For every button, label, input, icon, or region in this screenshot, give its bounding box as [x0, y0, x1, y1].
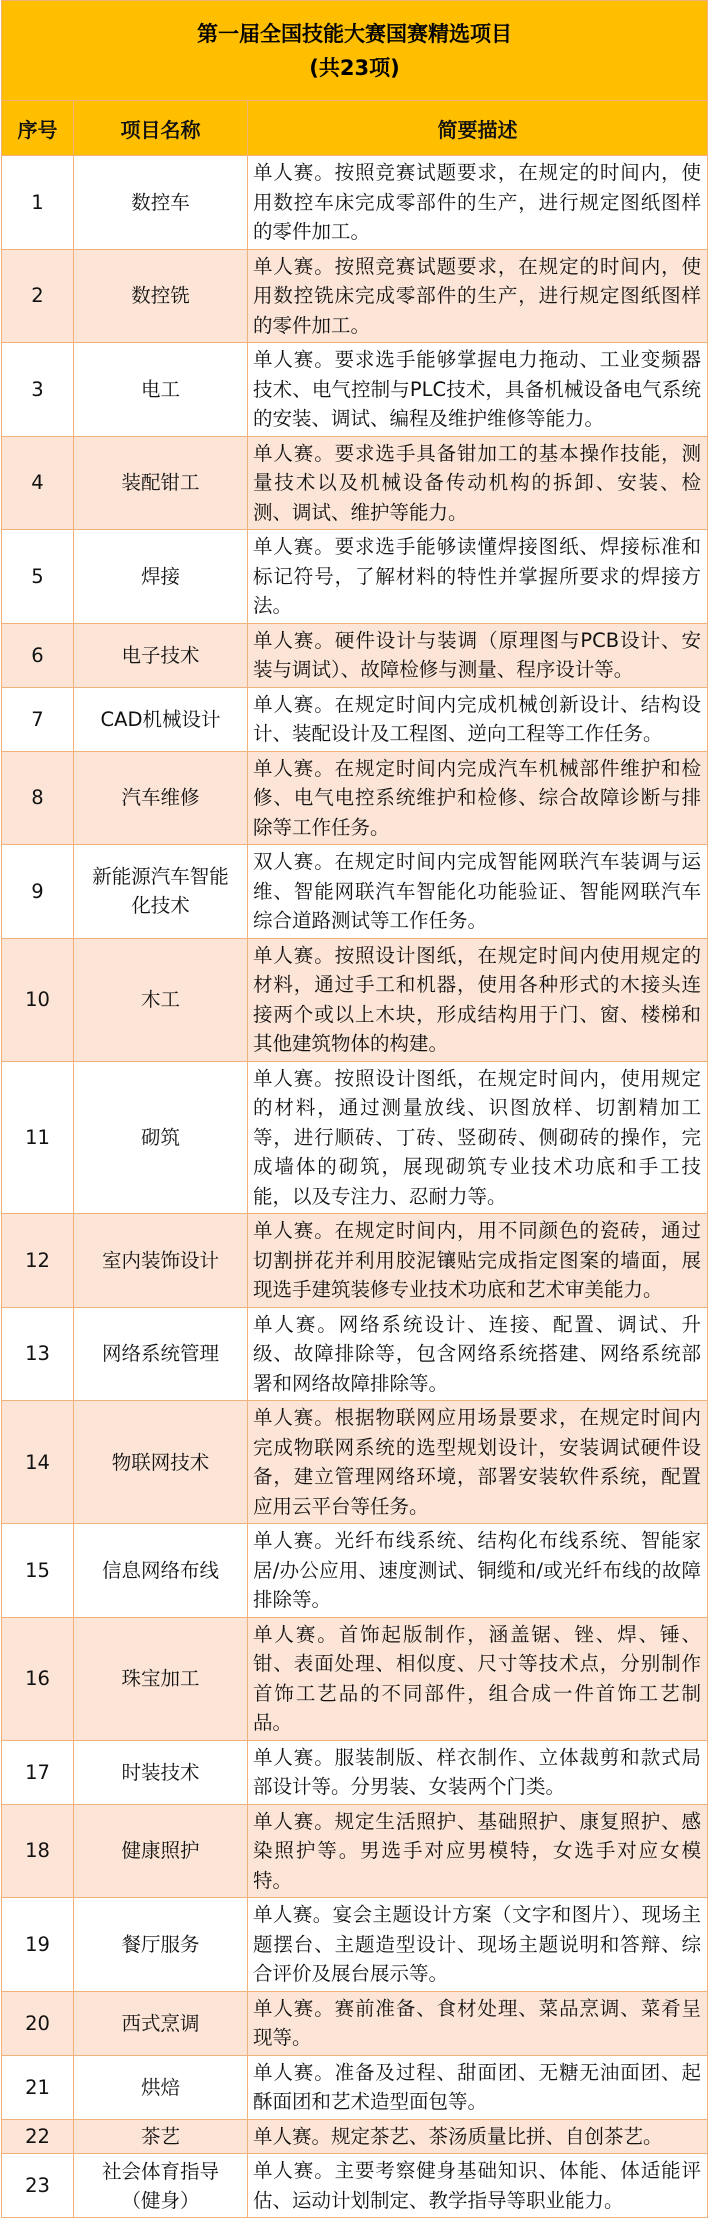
row-number-cell: 4 [2, 436, 74, 530]
table-row [2, 1804, 708, 1898]
table-row [2, 1524, 708, 1618]
row-number-cell: 1 [2, 156, 74, 250]
row-number-cell: 23 [2, 2154, 74, 2218]
row-number-cell: 22 [2, 2119, 74, 2154]
project-name-cell: 社会体育指导（健身） [74, 2154, 248, 2218]
table-row [2, 530, 708, 624]
column-header-row [2, 101, 708, 156]
project-name-cell: 室内装饰设计 [74, 1214, 248, 1308]
project-name-cell: 汽车维修 [74, 751, 248, 845]
table-row [2, 687, 708, 751]
row-number-cell: 7 [2, 687, 74, 751]
table-row [2, 1991, 708, 2055]
project-description-cell: 单人赛。赛前准备、食材处理、菜品烹调、菜肴呈现等。 [248, 1991, 708, 2055]
project-name-cell: 装配钳工 [74, 436, 248, 530]
project-name-cell: 电工 [74, 343, 248, 437]
project-description-cell: 单人赛。要求选手能够读懂焊接图纸、焊接标准和标记符号，了解材料的特性并掌握所要求的焊接方法。 [248, 530, 708, 624]
column-header-desc: 简要描述 [248, 101, 708, 156]
project-name-cell: 数控车 [74, 156, 248, 250]
row-number-cell: 11 [2, 1061, 74, 1214]
project-name-cell: 焊接 [74, 530, 248, 624]
project-name-cell: 茶艺 [74, 2119, 248, 2154]
project-name-cell: 网络系统管理 [74, 1307, 248, 1401]
table-row [2, 1401, 708, 1524]
table-title-line1: 第一届全国技能大赛国赛精选项目 [197, 21, 512, 46]
table-row [2, 623, 708, 687]
project-description-cell: 单人赛。在规定时间内完成机械创新设计、结构设计、装配设计及工程图、逆向工程等工作任务。 [248, 687, 708, 751]
project-description-cell: 双人赛。在规定时间内完成智能网联汽车装调与运维、智能网联汽车智能化功能验证、智能网联汽车综合道路测试等工作任务。 [248, 845, 708, 939]
project-description-cell: 单人赛。宴会主题设计方案（文字和图片）、现场主题摆台、主题造型设计、现场主题说明和答辩、综合评价及展台展示等。 [248, 1898, 708, 1992]
table-row [2, 2154, 708, 2218]
table-row [2, 1214, 708, 1308]
project-name-cell: 西式烹调 [74, 1991, 248, 2055]
table-row [2, 2055, 708, 2119]
project-name-cell: 珠宝加工 [74, 1617, 248, 1740]
table-row [2, 436, 708, 530]
row-number-cell: 20 [2, 1991, 74, 2055]
project-description-cell: 单人赛。规定茶艺、茶汤质量比拼、自创茶艺。 [248, 2119, 708, 2154]
project-description-cell: 单人赛。按照设计图纸，在规定时间内，使用规定的材料，通过测量放线、识图放样、切割精加工等，进行顺砖、丁砖、竖砌砖、侧砌砖的操作，完成墙体的砌筑，展现砌筑专业技术功底和手工技能，以及专注力、忍耐力等。 [248, 1061, 708, 1214]
row-number-cell: 5 [2, 530, 74, 624]
row-number-cell: 17 [2, 1740, 74, 1804]
project-description-cell: 单人赛。要求选手具备钳加工的基本操作技能，测量技术以及机械设备传动机构的拆卸、安装、检测、调试、维护等能力。 [248, 436, 708, 530]
project-name-cell: 木工 [74, 938, 248, 1061]
table-title [2, 1, 708, 101]
table-row [2, 1740, 708, 1804]
project-description-cell: 单人赛。光纤布线系统、结构化布线系统、智能家居/办公应用、速度测试、铜缆和/或光纤布线的故障排除等。 [248, 1524, 708, 1618]
row-number-cell: 10 [2, 938, 74, 1061]
project-description-cell: 单人赛。规定生活照护、基础照护、康复照护、感染照护等。男选手对应男模特，女选手对应女模特。 [248, 1804, 708, 1898]
project-name-cell: 砌筑 [74, 1061, 248, 1214]
row-number-cell: 18 [2, 1804, 74, 1898]
table-row [2, 156, 708, 250]
table-row [2, 845, 708, 939]
table-row [2, 1898, 708, 1992]
project-description-cell: 单人赛。准备及过程、甜面团、无糖无油面团、起酥面团和艺术造型面包等。 [248, 2055, 708, 2119]
project-name-cell: 餐厅服务 [74, 1898, 248, 1992]
project-name-cell: 新能源汽车智能化技术 [74, 845, 248, 939]
project-description-cell: 单人赛。按照竞赛试题要求，在规定的时间内，使用数控车床完成零部件的生产，进行规定图纸图样的零件加工。 [248, 156, 708, 250]
project-name-cell: CAD机械设计 [74, 687, 248, 751]
project-description-cell: 单人赛。首饰起版制作，涵盖锯、锉、焊、锤、钳、表面处理、相似度、尺寸等技术点，分别制作首饰工艺品的不同部件，组合成一件首饰工艺制品。 [248, 1617, 708, 1740]
row-number-cell: 2 [2, 249, 74, 343]
project-description-cell: 单人赛。按照竞赛试题要求，在规定的时间内，使用数控铣床完成零部件的生产，进行规定图纸图样的零件加工。 [248, 249, 708, 343]
table-title-line2: (共23项) [309, 55, 400, 80]
project-description-cell: 单人赛。在规定时间内完成汽车机械部件维护和检修、电气电控系统维护和检修、综合故障诊断与排除等工作任务。 [248, 751, 708, 845]
project-description-cell: 单人赛。在规定时间内，用不同颜色的瓷砖，通过切割拼花并利用胶泥镶贴完成指定图案的墙面，展现选手建筑装修专业技术功底和艺术审美能力。 [248, 1214, 708, 1308]
project-name-cell: 物联网技术 [74, 1401, 248, 1524]
row-number-cell: 8 [2, 751, 74, 845]
column-header-no: 序号 [2, 101, 74, 156]
project-description-cell: 单人赛。主要考察健身基础知识、体能、体适能评估、运动计划制定、教学指导等职业能力。 [248, 2154, 708, 2218]
project-description-cell: 单人赛。按照设计图纸，在规定时间内使用规定的材料，通过手工和机器，使用各种形式的木接头连接两个或以上木块，形成结构用于门、窗、楼梯和其他建筑物体的构建。 [248, 938, 708, 1061]
project-description-cell: 单人赛。根据物联网应用场景要求，在规定时间内完成物联网系统的选型规划设计，安装调试硬件设备，建立管理网络环境，部署安装软件系统，配置应用云平台等任务。 [248, 1401, 708, 1524]
project-name-cell: 时装技术 [74, 1740, 248, 1804]
table-row [2, 1307, 708, 1401]
row-number-cell: 6 [2, 623, 74, 687]
project-name-cell: 数控铣 [74, 249, 248, 343]
projects-table [1, 0, 708, 2218]
row-number-cell: 15 [2, 1524, 74, 1618]
table-row [2, 1061, 708, 1214]
table-row [2, 343, 708, 437]
project-name-cell: 健康照护 [74, 1804, 248, 1898]
table-row [2, 751, 708, 845]
project-description-cell: 单人赛。网络系统设计、连接、配置、调试、升级、故障排除等，包含网络系统搭建、网络系统部署和网络故障排除等。 [248, 1307, 708, 1401]
project-name-cell: 信息网络布线 [74, 1524, 248, 1618]
row-number-cell: 3 [2, 343, 74, 437]
row-number-cell: 14 [2, 1401, 74, 1524]
project-description-cell: 单人赛。要求选手能够掌握电力拖动、工业变频器技术、电气控制与PLC技术，具备机械设备电气系统的安装、调试、编程及维护维修等能力。 [248, 343, 708, 437]
project-description-cell: 单人赛。服装制版、样衣制作、立体裁剪和款式局部设计等。分男装、女装两个门类。 [248, 1740, 708, 1804]
table-row [2, 2119, 708, 2154]
row-number-cell: 16 [2, 1617, 74, 1740]
row-number-cell: 9 [2, 845, 74, 939]
row-number-cell: 21 [2, 2055, 74, 2119]
row-number-cell: 13 [2, 1307, 74, 1401]
table-row [2, 249, 708, 343]
table-row [2, 938, 708, 1061]
project-name-cell: 烘焙 [74, 2055, 248, 2119]
table-row [2, 1617, 708, 1740]
project-name-cell: 电子技术 [74, 623, 248, 687]
column-header-name: 项目名称 [74, 101, 248, 156]
project-description-cell: 单人赛。硬件设计与装调（原理图与PCB设计、安装与调试）、故障检修与测量、程序设计等。 [248, 623, 708, 687]
row-number-cell: 19 [2, 1898, 74, 1992]
row-number-cell: 12 [2, 1214, 74, 1308]
